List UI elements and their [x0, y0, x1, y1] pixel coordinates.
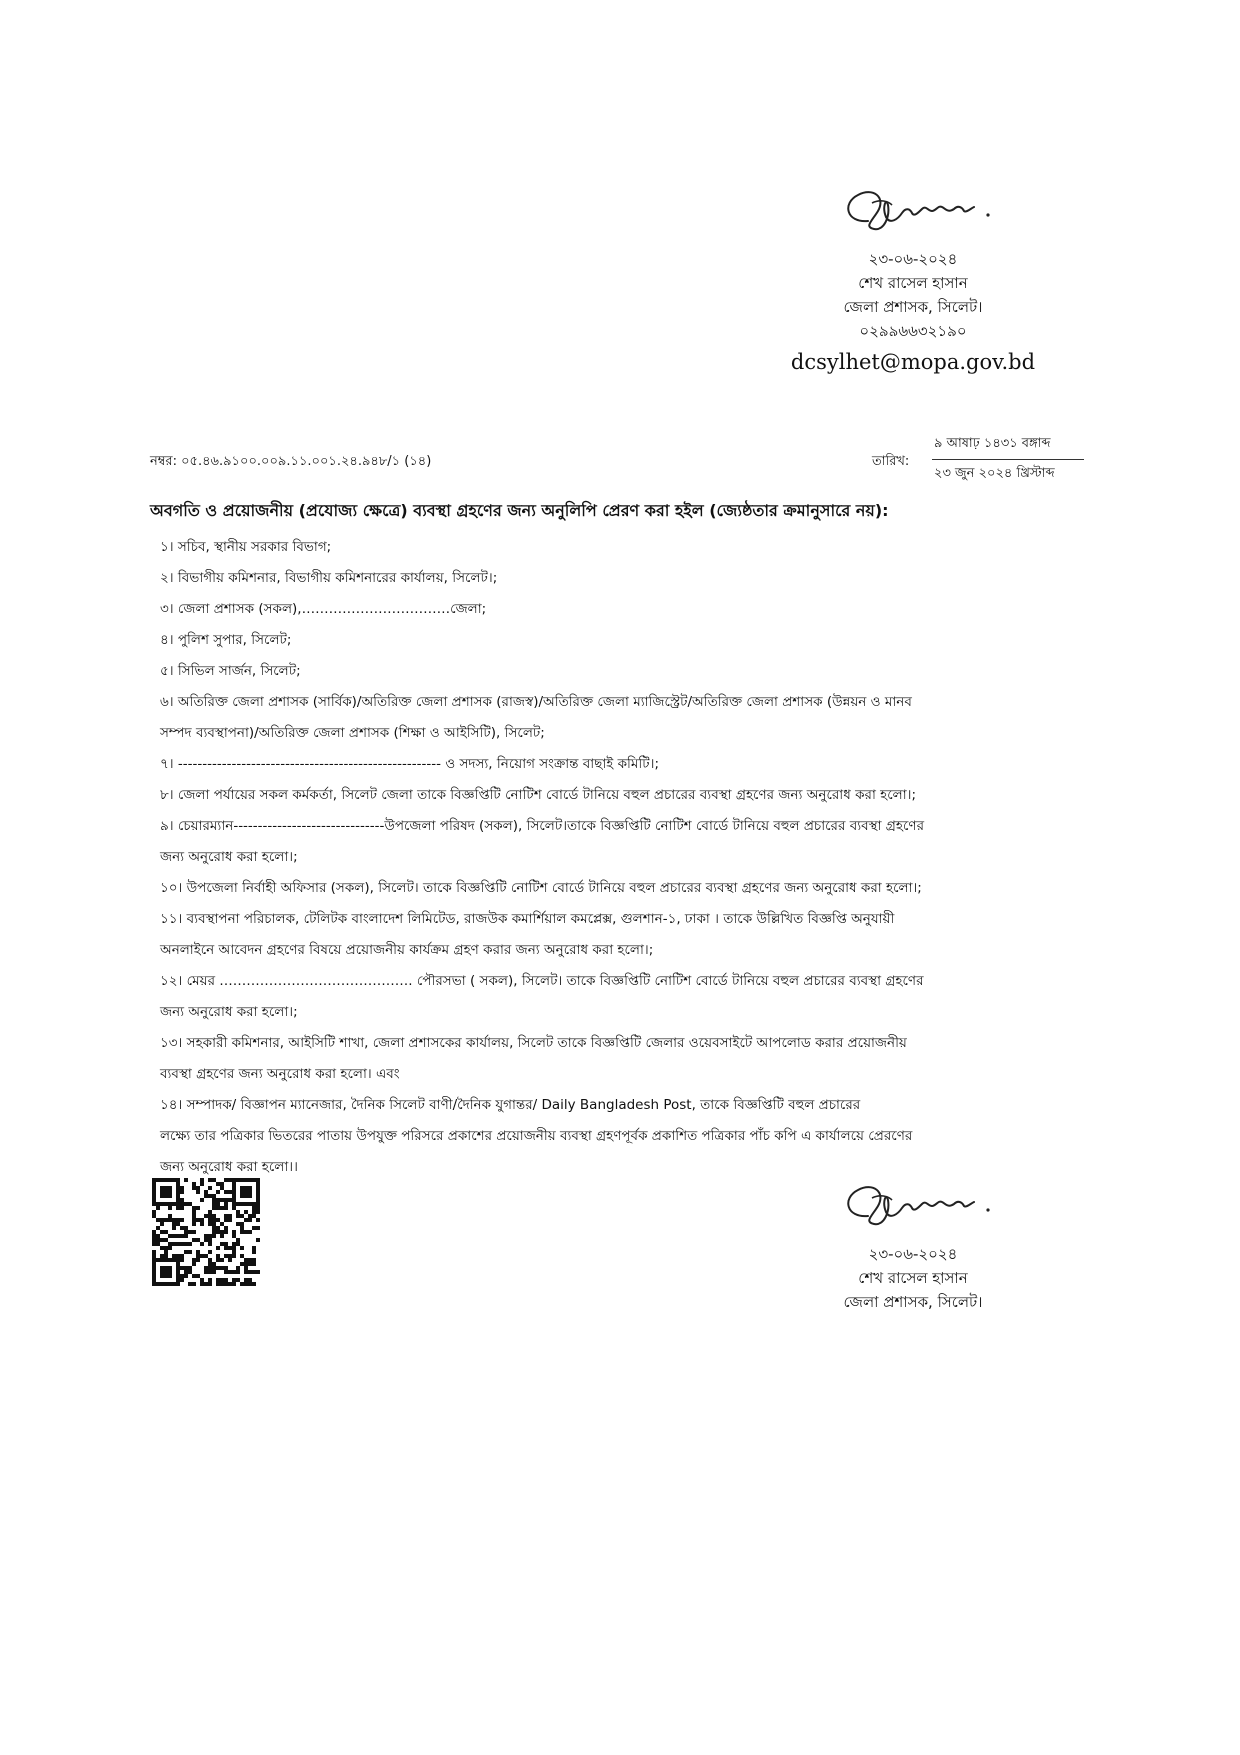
recipient-item: ৫। সিভিল সার্জন, সিলেট;: [160, 663, 301, 679]
signatory-designation: জেলা প্রশাসক, সিলেট।: [843, 1293, 983, 1311]
qr-code: [152, 1178, 260, 1286]
recipient-item-continued: লক্ষ্যে তার পত্রিকার ভিতরের পাতায় উপযুক্ত পরিসরে প্রকাশের প্রয়োজনীয় ব্যবস্থা গ্রহণপূর্বক প্রকাশিত পত্রিকার পাঁচ কপি এ কার্যালয়ে প্রেরণের: [160, 1128, 913, 1144]
memo-row: [150, 430, 1090, 490]
signatory-phone: ০২৯৯৬৬৩২১৯০: [859, 322, 967, 340]
signatory-name: শেখ রাসেল হাসান: [858, 274, 968, 292]
recipient-item: ৮। জেলা পর্যায়ের সকল কর্মকর্তা, সিলেট জেলা তাকে বিজ্ঞপ্তিটি নোটিশ বোর্ডে টানিয়ে বহুল প্রচারের ব্যবস্থা গ্রহণের জন্য অনুরোধ করা হলো।;: [160, 787, 917, 803]
handwritten-signature: [828, 183, 998, 243]
recipient-item: ২। বিভাগীয় কমিশনার, বিভাগীয় কমিশনারের কার্যালয়, সিলেট।;: [160, 570, 498, 586]
signatory-name: শেখ রাসেল হাসান: [858, 1269, 968, 1287]
recipient-item-continued: জন্য অনুরোধ করা হলো।;: [160, 1004, 298, 1020]
recipient-item: ১১। ব্যবস্থাপনা পরিচালক, টেলিটক বাংলাদেশ লিমিটেড, রাজউক কমার্শিয়াল কমপ্লেক্স, গুলশান-১, ঢাকা । তাকে উল্লিখিত বিজ্ঞপ্তি অনুযায়ী: [160, 911, 895, 927]
recipient-item: ৩। জেলা প্রশাসক (সকল),……………………………জেলা;: [160, 601, 487, 617]
signature-block-bottom: [788, 1178, 1038, 1314]
signatory-email[interactable]: dcsylhet@mopa.gov.bd: [790, 350, 1036, 374]
date-english: ২৩ জুন ২০২৪ খ্রিস্টাব্দ: [934, 466, 1055, 481]
date-box: [928, 430, 1088, 489]
recipient-item-continued: সম্পদ ব্যবস্থাপনা)/অতিরিক্ত জেলা প্রশাসক (শিক্ষা ও আইসিটি), সিলেট;: [160, 725, 545, 741]
recipient-item: ৭। ------------------------------------------------------ ও সদস্য, নিয়োগ সংক্রান্ত বাছাই কমিটি।;: [160, 756, 660, 772]
recipient-list: [160, 532, 1090, 1183]
memo-number: নম্বর: ০৫.৪৬.৯১০০.০০৯.১১.০০১.২৪.৯৪৮/১ (১৪): [150, 454, 432, 469]
signatory-designation: জেলা প্রশাসক, সিলেট।: [843, 298, 983, 316]
recipient-item: ১। সচিব, স্থানীয় সরকার বিভাগ;: [160, 539, 332, 555]
handwritten-signature: [828, 1178, 998, 1238]
recipient-item-continued: অনলাইনে আবেদন গ্রহণের বিষয়ে প্রয়োজনীয় কার্যক্রম গ্রহণ করার জন্য অনুরোধ করা হলো।;: [160, 942, 654, 958]
signature-block-top: [788, 183, 1038, 375]
signature-date: ২৩-০৬-২০২৪: [868, 250, 958, 268]
date-bangla: ৯ আষাঢ় ১৪৩১ বঙ্গাব্দ: [934, 436, 1051, 451]
recipient-item-continued: ব্যবস্থা গ্রহণের জন্য অনুরোধ করা হলো। এবং: [160, 1066, 400, 1082]
recipient-item: ৬। অতিরিক্ত জেলা প্রশাসক (সার্বিক)/অতিরিক্ত জেলা প্রশাসক (রাজস্ব)/অতিরিক্ত জেলা ম্যাজিস্ট্রেট/অতিরিক্ত জেলা প্রশাসক (উন্নয়ন ও মানব: [160, 694, 912, 710]
distribution-heading: অবগতি ও প্রয়োজনীয় (প্রযোজ্য ক্ষেত্রে) ব্যবস্থা গ্রহণের জন্য অনুলিপি প্রেরণ করা হইল (জ্যেষ্ঠতার ক্রমানুসারে নয়):: [150, 501, 889, 520]
recipient-item: ১৩। সহকারী কমিশনার, আইসিটি শাখা, জেলা প্রশাসকের কার্যালয়, সিলেট তাকে বিজ্ঞপ্তিটি জেলার ওয়েবসাইটে আপলোড করার প্রয়োজনীয়: [160, 1035, 907, 1051]
signature-date: ২৩-০৬-২০২৪: [868, 1245, 958, 1263]
recipient-item-continued: জন্য অনুরোধ করা হলো।;: [160, 849, 298, 865]
recipient-item-continued: জন্য অনুরোধ করা হলো।।: [160, 1159, 298, 1175]
recipient-item: ১২। মেয়র ……………………………………. পৌরসভা ( সকল), সিলেট। তাকে বিজ্ঞপ্তিটি নোটিশ বোর্ডে টানিয়ে বহুল প্রচারের ব্যবস্থা গ্রহণের: [160, 973, 924, 989]
date-label: তারিখ:: [872, 454, 910, 469]
recipient-item: ১০। উপজেলা নির্বাহী অফিসার (সকল), সিলেট। তাকে বিজ্ঞপ্তিটি নোটিশ বোর্ডে টানিয়ে বহুল প্রচারের ব্যবস্থা গ্রহণের জন্য অনুরোধ করা হলো।;: [160, 880, 922, 896]
recipient-item: ৪। পুলিশ সুপার, সিলেট;: [160, 632, 292, 648]
recipient-item: ৯। চেয়ারম্যান-------------------------------উপজেলা পরিষদ (সকল), সিলেট।তাকে বিজ্ঞপ্তিটি নোটিশ বোর্ডে টানিয়ে বহুল প্রচারের ব্যবস্থা গ্রহণের: [160, 818, 925, 834]
recipient-item: ১৪। সম্পাদক/ বিজ্ঞাপন ম্যানেজার, দৈনিক সিলেট বাণী/দৈনিক যুগান্তর/ Daily Bangladesh Post, তাকে বিজ্ঞপ্তিটি বহুল প্রচারের: [160, 1097, 861, 1113]
